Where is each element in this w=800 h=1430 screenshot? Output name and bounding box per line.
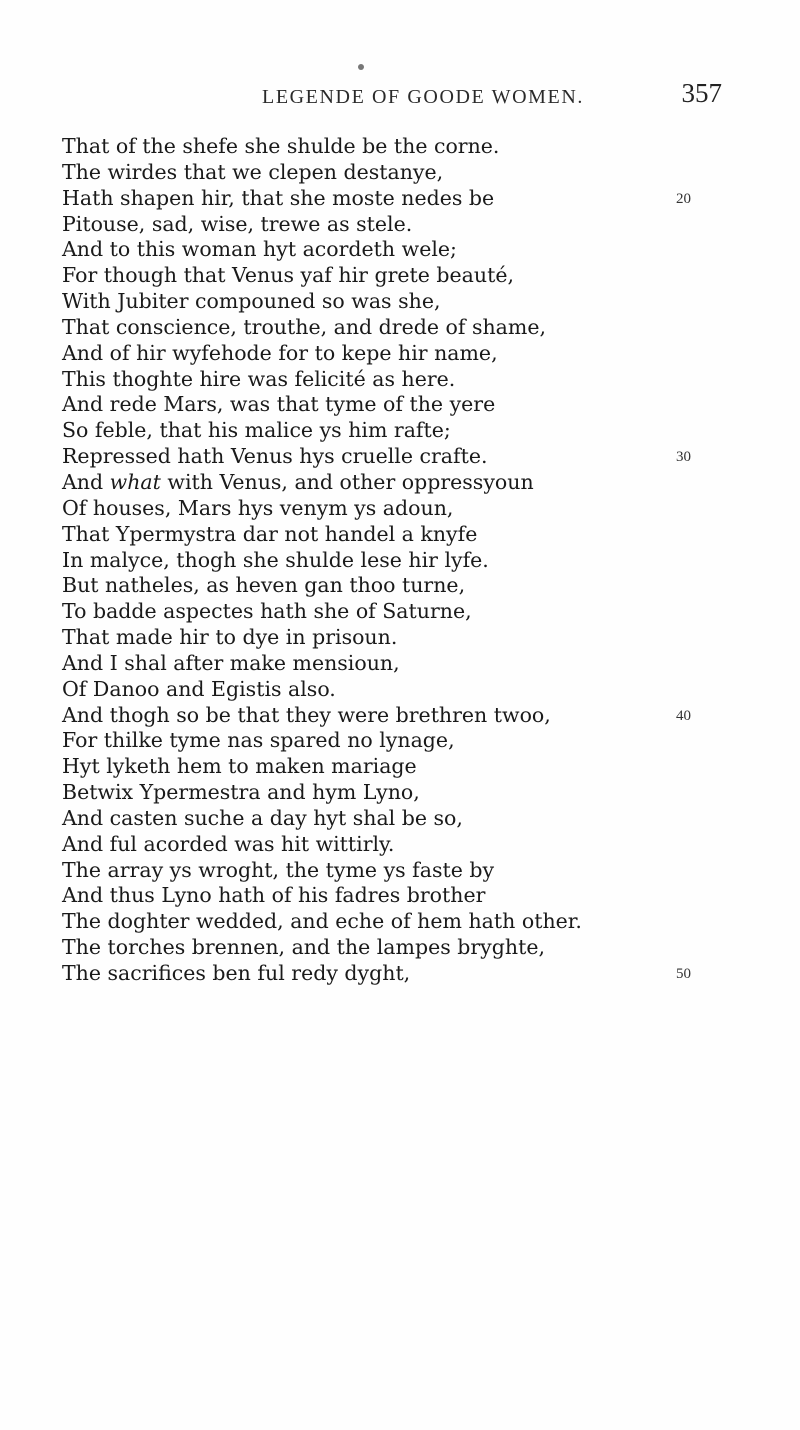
verse-line-text: The doghter wedded, and eche of hem hath other. (62, 909, 582, 934)
verse-line-text: The sacrifices ben ful redy dyght, (62, 961, 411, 985)
running-head: LEGENDE OF GOODE WOMEN. (262, 86, 584, 108)
verse-line (62, 960, 762, 986)
verse-line-text: And what with Venus, and other oppressyoun (62, 469, 534, 494)
verse-line-text: For thilke tyme nas spared no lynage, (62, 728, 455, 753)
verse-line (62, 391, 762, 417)
verse-line (62, 831, 762, 857)
line-number: 20 (676, 190, 691, 207)
verse-line (62, 340, 762, 366)
verse-line (62, 366, 762, 392)
verse-line (62, 185, 762, 211)
verse-line (62, 547, 762, 573)
verse-line (62, 159, 762, 185)
line-number: 30 (676, 449, 691, 466)
verse-line-text: And thus Lyno hath of his fadres brother (62, 883, 486, 908)
verse-line (62, 727, 762, 753)
verse-line (62, 882, 762, 908)
verse-line-text: This thoghte hire was felicité as here. (62, 366, 456, 391)
line-number: 50 (676, 966, 691, 982)
verse-line (62, 417, 762, 443)
stray-ink-mark (358, 64, 364, 70)
page-number: 357 (681, 78, 722, 108)
verse-line (62, 676, 762, 702)
verse-line-text: Repressed hath Venus hys cruelle crafte. (62, 444, 488, 469)
verse-line-text: That of the shefe she shulde be the corne. (62, 134, 500, 158)
verse-line (62, 469, 762, 495)
verse-line (62, 236, 762, 262)
verse-line-text: The array ys wroght, the tyme ys faste by (62, 857, 495, 882)
verse-line-text: Pitouse, sad, wise, trewe as stele. (62, 211, 413, 236)
verse-line (62, 934, 762, 960)
verse-line-text: But natheles, as heven gan thoo turne, (62, 573, 466, 598)
verse-line-text: Betwix Ypermestra and hym Lyno, (62, 780, 420, 805)
verse-line-text: And of hir wyfehode for to kepe hir name, (62, 340, 498, 365)
verse-line (62, 262, 762, 288)
verse-line (62, 624, 762, 650)
verse-line-text: And ful acorded was hit wittirly. (62, 831, 395, 856)
verse-line-text: With Jubiter compouned so was she, (62, 289, 441, 314)
verse-line (62, 779, 762, 805)
verse-line-text: So feble, that his malice ys him rafte; (62, 418, 451, 443)
verse-line (62, 443, 762, 469)
verse-line-text: And I shal after make mensioun, (62, 650, 400, 675)
verse-line-text: Of Danoo and Egistis also. (62, 676, 336, 701)
verse-line (62, 572, 762, 598)
verse-line (62, 314, 762, 340)
verse-line (62, 211, 762, 237)
verse-line (62, 133, 762, 159)
verse-line (62, 288, 762, 314)
verse-line-text: Hath shapen hir, that she moste nedes be (62, 185, 495, 210)
verse-line-text: And thogh so be that they were brethren twoo, (62, 702, 551, 727)
verse-line-text: That Ypermystra dar not handel a knyfe (62, 521, 478, 546)
verse-line (62, 598, 762, 624)
verse-line-text: To badde aspectes hath she of Saturne, (62, 599, 472, 624)
verse-line (62, 495, 762, 521)
verse-line-text: And casten suche a day hyt shal be so, (62, 805, 463, 830)
verse-line (62, 702, 762, 728)
verse-line (62, 908, 762, 934)
verse-line (62, 753, 762, 779)
verse-line (62, 650, 762, 676)
verse-line (62, 857, 762, 883)
verse-line-text: The torches brennen, and the lampes bryghte, (62, 935, 545, 960)
verse-line-text: The wirdes that we clepen destanye, (62, 159, 444, 184)
verse-line-text: Of houses, Mars hys venym ys adoun, (62, 495, 454, 520)
verse-line-text: And to this woman hyt acordeth wele; (62, 237, 457, 262)
verse-line-text: That made hir to dye in prisoun. (62, 625, 398, 650)
verse-line-text: That conscience, trouthe, and drede of shame, (62, 314, 546, 339)
verse-line (62, 805, 762, 831)
line-number: 40 (676, 707, 691, 724)
verse-line-text: For though that Venus yaf hir grete beauté, (62, 263, 514, 288)
page-header (262, 78, 722, 118)
verse-line-text: And rede Mars, was that tyme of the yere (62, 392, 496, 417)
verse-line-text: Hyt lyketh hem to maken mariage (62, 754, 417, 779)
verse-block (62, 133, 762, 986)
verse-line-text: In malyce, thogh she shulde lese hir lyfe. (62, 547, 489, 572)
verse-line (62, 521, 762, 547)
